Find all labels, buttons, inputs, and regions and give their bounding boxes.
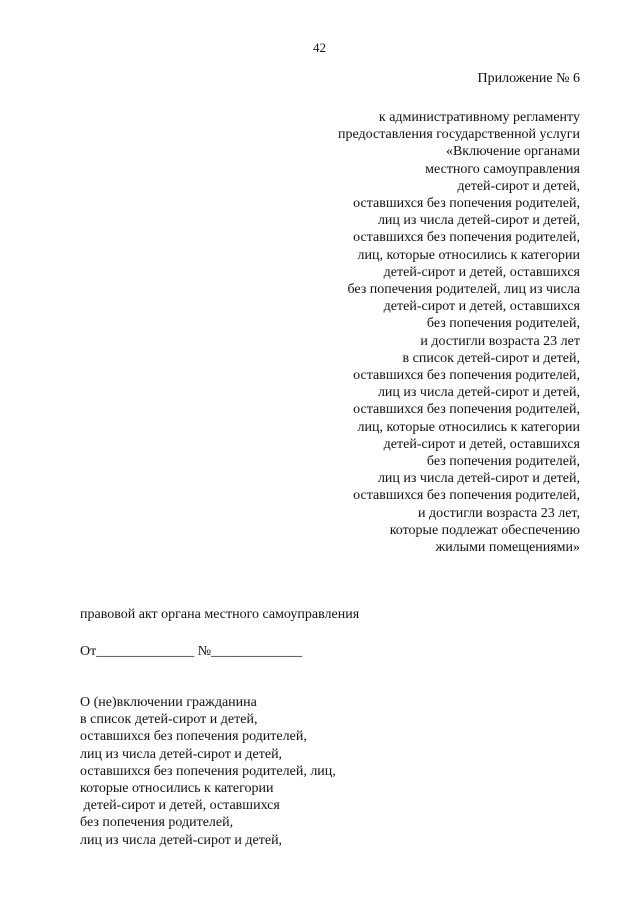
subject-line: без попечения родителей, (80, 815, 234, 831)
regulation-line: без попечения родителей, (426, 316, 580, 332)
regulation-line: детей-сирот и детей, оставшихся (383, 436, 580, 452)
regulation-line: к административному регламенту (378, 110, 580, 125)
regulation-line: которые подлежат обеспечению (389, 522, 580, 538)
regulation-line: без попечения родителей, (426, 454, 580, 470)
subject-line: оставшихся без попечения родителей, лиц, (80, 763, 336, 779)
regulation-line: оставшихся без попечения родителей, (353, 368, 580, 384)
appendix-heading: Приложение № 6 (477, 71, 580, 86)
subject-line: О (не)включении гражданина (80, 695, 257, 710)
regulation-line: «Включение органами (445, 144, 580, 160)
regulation-line: и достигли возраста 23 лет, (417, 505, 580, 521)
page-number: 42 (313, 40, 326, 55)
regulation-line: лиц, которые относились к категории (357, 247, 580, 263)
subject-heading (80, 694, 336, 849)
regulation-line: лиц из числа детей-сирот и детей, (377, 471, 580, 487)
regulation-line: в список детей-сирот и детей, (402, 350, 580, 366)
subject-line: в список детей-сирот и детей, (80, 712, 258, 728)
regulation-line: местного самоуправления (425, 161, 580, 177)
regulation-reference (338, 109, 580, 556)
act-title: правовой акт органа местного самоуправления (80, 607, 360, 622)
regulation-line: без попечения родителей, лиц из числа (347, 282, 580, 298)
regulation-line: детей-сирот и детей, оставшихся (383, 299, 580, 315)
date-number-line: От______________ №_____________ (80, 644, 303, 659)
subject-line: оставшихся без попечения родителей, (80, 729, 307, 745)
subject-line: детей-сирот и детей, оставшихся (80, 798, 280, 814)
regulation-line: лиц, которые относились к категории (357, 419, 580, 435)
regulation-line: предоставления государственной услуги (338, 127, 580, 143)
subject-line: лиц из числа детей-сирот и детей, (80, 832, 283, 848)
regulation-line: детей-сирот и детей, оставшихся (383, 264, 580, 280)
regulation-line: оставшихся без попечения родителей, (353, 196, 580, 212)
regulation-line: лиц из числа детей-сирот и детей, (377, 385, 580, 401)
regulation-line: лиц из числа детей-сирот и детей, (377, 213, 580, 229)
regulation-line: оставшихся без попечения родителей, (353, 230, 580, 246)
regulation-line: оставшихся без попечения родителей, (353, 488, 580, 504)
regulation-line: детей-сирот и детей, (457, 178, 580, 194)
regulation-line: оставшихся без попечения родителей, (353, 402, 580, 418)
regulation-line: жилыми помещениями» (435, 540, 580, 556)
regulation-line: и достигли возраста 23 лет (420, 333, 580, 349)
subject-line: лиц из числа детей-сирот и детей, (80, 746, 283, 762)
subject-line: которые относились к категории (80, 781, 274, 797)
